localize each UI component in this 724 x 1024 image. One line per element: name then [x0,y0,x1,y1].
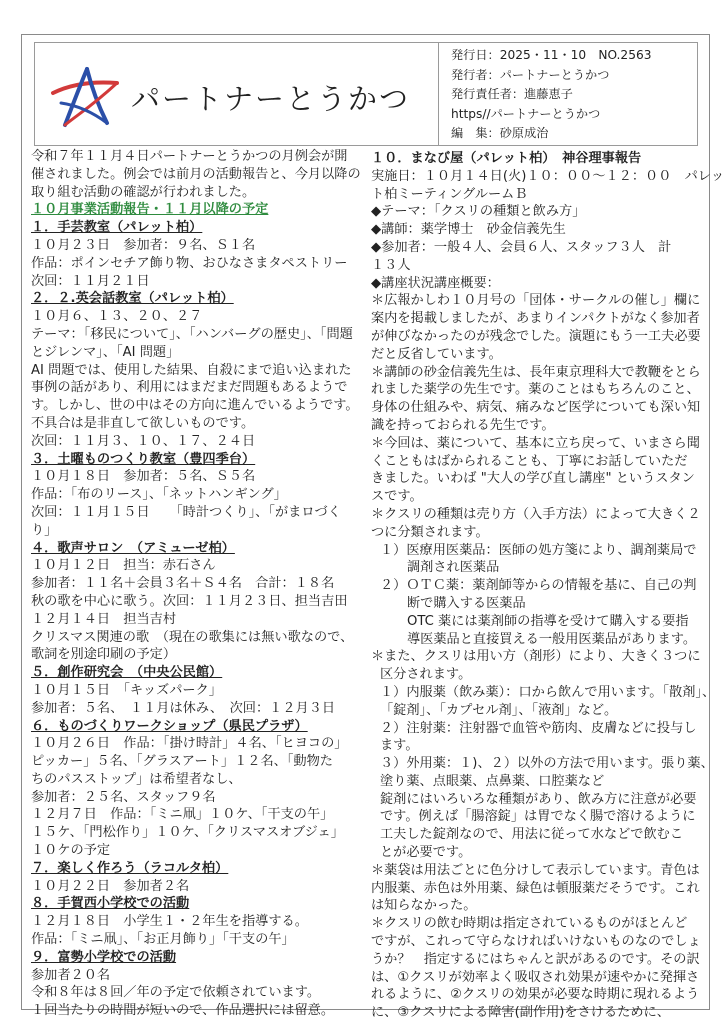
text-line: 案内を掲載しましたが、あまりインパクトがなく参加者 [371,311,700,327]
text-line: １５ケ、「門松作り」１０ケ、「クリスマスオブジェ」 [31,825,344,841]
text-line: 作品：「布のリース」、「ネットハンギング」 [31,487,287,503]
text-line: す。しかし、世の中はその方向に進んでいるようです。 [31,398,359,414]
text-line: 催されました。例会では前月の活動報告と、今月以降の [31,166,361,182]
text-line: １０月２２日 参加者２名 [31,878,190,894]
text-line: 参加者２０名 [31,967,111,983]
text-line: １０ケの予定 [31,843,111,859]
section-heading: １０．まなび屋（パレット柏） 神谷理事報告 [371,151,642,166]
text-line: ３）外用薬：１)、２）以外の方法で用います。張り薬、 [380,756,714,772]
text-line: １０月１８日 参加者：５名、Ｓ５名 [31,469,256,485]
text-line: 「錠剤」、「カプセル剤」、「液剤」など。 [380,702,618,718]
text-line: ですが、これって守らなければいけないものなのでしょ [371,934,701,950]
text-line: 事例の話があり、利用にはまだまだ問題もあるようで [31,380,348,396]
info-line: 編 集：砂原成治 [451,126,549,141]
text-line: １３人 [371,257,411,273]
newsletter-header [34,42,698,146]
text-line: とジレンマ」、「AI 問題」 [31,344,180,360]
text-line: 導医薬品と直接買える一般用医薬品があります。 [407,631,697,647]
text-line: スです。 [371,489,423,505]
text-line: 作品：「ミニ凧」、「お正月飾り」「干支の午」 [31,932,295,948]
text-line: OTC 薬には薬剤師の指導を受けて購入する要指 [407,613,689,629]
info-line: 発行日：2025・11・10 NO.2563 [451,48,652,62]
text-line: １０月２３日 参加者：９名、Ｓ１名 [31,237,256,253]
text-line: １０月１２日 担当：赤石さん [31,558,216,574]
text-line: れました薬学の先生です。薬のことはもちろんのこと、 [371,382,700,398]
text-line: り」 [31,522,58,538]
text-line: ＊また、クスリは用い方（剤形）により、大きく３つに [371,649,701,665]
text-line: 次回：１１月３、１０、１７、２４日 [31,433,256,449]
text-line: ト柏ミーティングルームＢ [371,186,528,202]
text-line: 調剤され医薬品 [407,560,500,576]
text-line: １２月７日 作品：「ミニ凧」１０ケ、「干支の午」 [31,807,334,823]
text-line: ＊クスリの飲む時期は指定されているものがほとんど [371,916,688,932]
text-line: 工夫した錠剤なので、用法に従って水などで飲むこ [380,827,684,843]
text-line: １）内服薬（飲み薬）：口から飲んで用います。「散剤」、 [380,684,716,700]
text-line: くこともはばかられることも、丁寧にお話していただ [371,453,688,469]
section-heading: １．手芸教室（パレット柏） [31,220,203,236]
text-line: とが必要です。 [380,845,472,861]
star-logo-icon [47,63,121,133]
text-line: テーマ：「移民について」、「ハンバーグの歴史」、「問題 [31,326,353,342]
text-line: 参加者：１１名＋会員３名＋Ｓ４名 合計：１８名 [31,576,335,592]
text-line: 身体の仕組みや、病気、痛みなど医学についても深い知 [371,400,701,416]
text-line: は、①クスリが効率よく吸収され効果が速やかに発揮さ [371,969,700,985]
text-line: 令和７年１１月４日パートナーとうかつの月例会が開 [31,149,348,164]
text-line: ＊薬袋は用法ごとに色分けして表示しています。青色は [371,862,700,878]
text-line: １０月２６日 作品：「掛け時計」４名、「ヒヨコの」 [31,736,348,752]
text-line: きました。いわば "大人の学び直し講座" というスタン [371,471,695,487]
section-heading: ５．創作研究会 （中央公民館） [31,665,223,681]
text-line: ＊クスリの種類は売り方（入手方法）によって大きく２ [371,506,701,522]
text-line: AI 問題では、使用した結果、自殺にまで追い込まれた [31,362,352,378]
text-line: ２）ＯＴＣ薬：薬剤師等からの情報を基に、自己の判 [380,578,697,594]
info-line: https//パートナーとうかつ [451,106,601,121]
text-line: 不具合は是非直して欲しいものです。 [31,415,255,431]
text-line: 次回：１１月２１日 [31,273,150,289]
text-line: ちのパスストップ」は希望者なし、 [31,771,242,787]
section-heading: ８．手賀西小学校での活動 [31,896,190,912]
info-line: 発行責任者：進藤恵子 [451,87,573,102]
section-heading: ６．ものづくりワークショップ（県民プラザ） [31,718,308,734]
text-line: れるように、②クスリの効果が必要な時期に現れるよう [371,987,700,1003]
text-line: 次回：１１月１５日 「時計つくり」、「がまロづく [31,504,341,520]
text-line: 断で購入する医薬品 [407,595,526,611]
text-line: うか？ 指定するにはちゃんと訳があるのです。その訳 [371,951,700,967]
text-line: １）医療用医薬品：医師の処方箋により、調剤薬局で [380,542,697,558]
text-line: 参加者：２５名、スタッフ９名 [31,789,216,805]
text-line: ◆講師：薬学博士 砂金信義先生 [371,222,566,238]
text-line: ピッカー」５名、「グラスアート」１２名、「動物た [31,754,333,770]
text-line: ＊今回は、薬について、基本に立ち戻って、いまさら聞 [371,435,700,451]
text-line: １２月１８日 小学生１・２年生を指導する。 [31,914,308,930]
newsletter-title: パートナーとうかつ [131,82,411,116]
text-line: 取り組む活動の確認が行われました。 [31,184,256,200]
text-line: ます。 [380,738,419,754]
text-line: １０月１５日 「キッズパーク」 [31,682,222,698]
text-line: 識を持っておられる先生です。 [371,417,555,433]
section-heading: ４．歌声サロン （アミューゼ柏） [31,540,235,556]
right-column [371,150,724,1022]
text-line: は知らなかった。 [371,898,477,914]
text-line: １２月１４日 担当吉村 [31,611,177,627]
section-heading: ２．２.英会話教室（パレット柏） [31,291,234,307]
text-line: 錠剤にはいろいろな種類があり、飲み方に注意が必要 [380,791,697,807]
text-line: ＊講師の砂金信義先生は、長年東京理科大で教鞭をとら [371,364,701,380]
publication-info [438,42,698,146]
text-line: 作品：ポインセチア飾り物、おひなさまタペストリー [31,255,348,271]
text-line: ◆講座状況講座概要： [371,275,500,291]
text-line: 令和８年は８回／年の予定で依頼されています。 [31,985,321,1001]
text-line: ２）注射薬：注射器で血管や筋肉、皮膚などに投与し [380,720,697,736]
text-line: 秋の歌を中心に歌う。次回：１１月２３日、担当吉田 [31,593,348,609]
text-line: 実施日：１０月１４日(火)１０：００～１２：００ パレッ [371,168,724,184]
text-line: 区分されます。 [380,667,472,683]
text-line: ＊広報かしわ１０月号の「団体・サークルの催し」欄に [371,293,701,309]
text-line: 内服薬、赤色は外用薬、緑色は頓服薬だそうです。これ [371,880,700,896]
text-line: に、③クスリによる障害(副作用)をさけるために、 [371,1005,670,1021]
text-line: 参加者：５名、 １１月は休み、 次回：１２月３日 [31,700,336,716]
text-line: ◆テーマ：「クスリの種類と飲み方」 [371,204,586,220]
logo-title-box [34,42,438,146]
text-line: です。例えば「腸溶錠」は胃でなく腸で溶けるように [380,809,696,825]
text-line: 歌詞を別途印刷の予定） [31,647,177,663]
section-heading: ９．富勢小学校での活動 [31,949,177,965]
text-line: １０月６、１３、２０、２７ [31,309,203,325]
text-line: クリスマス関連の歌 （現在の歌集には無い歌なので、 [31,629,354,645]
text-line: つに分類されます。 [371,524,489,540]
section-heading: ３．土曜ものつくり教室（豊四季台） [31,451,256,467]
left-column [31,148,361,1020]
text-line: １回当たりの時間が短いので、作品選択には留意。 [31,1003,335,1019]
section-heading: ７．楽しく作ろう（ラコルタ柏） [31,860,229,876]
section-heading: １０月事業活動報告・１１月以降の予定 [31,202,269,218]
text-line: だと反省しています。 [371,346,502,362]
text-line: が伸びなかったのが残念でした。演題にもう一工夫必要 [371,328,701,344]
text-line: ◆参加者：一般４人、会員６人、スタッフ３人 計 [371,239,672,255]
info-line: 発行者：パートナーとうかつ [451,67,610,82]
text-line: 塗り薬、点眼薬、点鼻薬、口腔薬など [380,773,605,789]
